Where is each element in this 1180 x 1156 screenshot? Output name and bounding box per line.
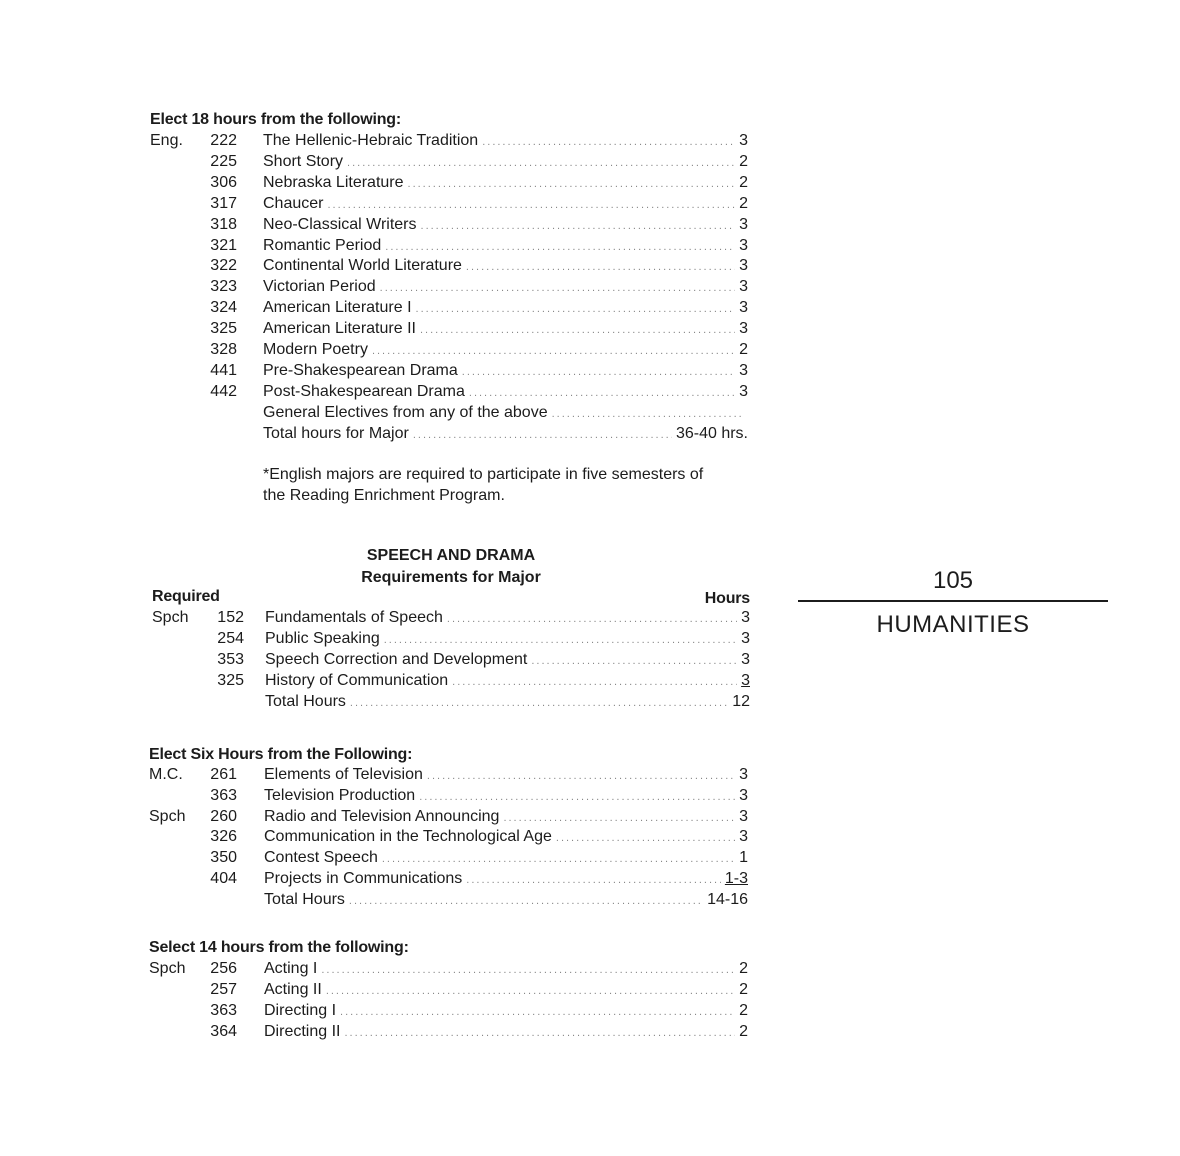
course-number: 363 <box>210 786 237 804</box>
course-row <box>150 172 748 193</box>
course-title: Short Story <box>263 152 344 170</box>
course-hours: 3 <box>739 132 748 149</box>
dot-leader <box>321 960 735 981</box>
course-hours: 36-40 hrs. <box>675 424 748 442</box>
course-number: 326 <box>210 828 237 846</box>
dot-leader <box>350 693 728 714</box>
course-title: Victorian Period <box>263 278 376 296</box>
dot-leader <box>413 425 672 446</box>
course-title-cell <box>265 670 750 693</box>
course-row <box>150 235 748 256</box>
course-row <box>150 130 748 151</box>
course-row <box>150 402 748 423</box>
dot-leader <box>552 404 744 425</box>
course-row <box>150 255 748 276</box>
course-number: 318 <box>210 215 237 233</box>
course-hours: 3 <box>741 629 750 647</box>
course-row <box>150 276 748 297</box>
dot-leader <box>531 651 737 672</box>
course-row <box>149 958 748 979</box>
course-title-cell <box>263 255 748 278</box>
course-hours: 2 <box>739 194 748 212</box>
course-number: 404 <box>210 870 237 887</box>
course-title-cell <box>263 402 748 425</box>
course-hours: 12 <box>732 692 750 710</box>
course-title: Speech Correction and Development <box>265 650 528 668</box>
required-label: Required <box>152 588 220 605</box>
course-number: 364 <box>210 1023 237 1040</box>
course-title: Projects in Communications <box>264 870 463 887</box>
course-hours: 3 <box>739 382 748 400</box>
course-row <box>149 979 748 1000</box>
course-row <box>150 381 748 402</box>
course-title-cell <box>263 339 748 362</box>
course-hours: 2 <box>739 1023 748 1040</box>
course-title: Elements of Television <box>264 766 423 783</box>
course-row <box>149 1021 748 1042</box>
english-note-line-1: *English majors are required to participate in five semesters of <box>263 466 704 483</box>
elect-six-heading: Elect Six Hours from the Following: <box>149 746 413 763</box>
course-hours: 3 <box>739 320 748 338</box>
course-number: 225 <box>210 152 237 170</box>
dot-leader <box>408 174 736 195</box>
dot-leader <box>420 320 735 341</box>
course-row <box>150 151 748 172</box>
course-title: Romantic Period <box>263 236 382 254</box>
dot-leader <box>385 237 735 258</box>
course-row <box>149 847 748 868</box>
select-14-heading: Select 14 hours from the following: <box>149 939 409 956</box>
course-hours: 3 <box>739 215 748 233</box>
english-elect-heading: Elect 18 hours from the following: <box>150 111 401 128</box>
dot-leader <box>452 672 737 693</box>
course-hours: 3 <box>741 609 750 626</box>
course-number: 442 <box>210 382 237 400</box>
course-title-cell <box>264 806 748 829</box>
course-title: American Literature II <box>263 320 416 338</box>
course-row <box>150 423 748 444</box>
course-row <box>149 1000 748 1021</box>
course-title: Pre-Shakespearean Drama <box>263 361 458 379</box>
course-row <box>150 318 748 339</box>
course-row <box>150 360 748 381</box>
section-label: HUMANITIES <box>876 611 1030 638</box>
course-title-cell <box>264 868 748 891</box>
course-row <box>149 764 748 785</box>
course-hours: 1-3 <box>724 870 748 887</box>
course-number: 257 <box>210 981 237 998</box>
department-code: Spch <box>149 807 186 825</box>
course-title-cell <box>263 172 748 195</box>
course-title-cell <box>263 360 748 383</box>
english-note-line-2: the Reading Enrichment Program. <box>263 487 505 504</box>
course-title: Acting II <box>264 981 322 998</box>
course-hours: 3 <box>739 766 748 783</box>
course-row <box>149 806 748 827</box>
course-title-cell <box>263 318 748 341</box>
course-number: 152 <box>217 609 244 626</box>
course-hours: 2 <box>739 981 748 998</box>
course-title: Nebraska Literature <box>263 173 404 191</box>
course-number: 254 <box>217 629 244 647</box>
dot-leader <box>349 891 703 912</box>
course-number: 441 <box>210 361 237 379</box>
course-row <box>149 889 748 910</box>
course-number: 260 <box>210 807 237 825</box>
course-row <box>152 628 750 649</box>
course-title-cell <box>263 235 748 258</box>
course-title-cell <box>263 151 748 174</box>
course-title: Total Hours <box>265 692 346 710</box>
dot-leader <box>384 630 737 651</box>
course-hours: 3 <box>739 278 748 296</box>
course-hours: 3 <box>739 786 748 804</box>
dot-leader <box>469 383 735 404</box>
course-hours: 2 <box>739 341 748 358</box>
course-title-cell <box>263 381 748 404</box>
course-number: 325 <box>217 671 244 689</box>
course-title: The Hellenic-Hebraic Tradition <box>263 132 479 149</box>
course-title: American Literature I <box>263 299 412 317</box>
course-hours: 3 <box>739 807 748 825</box>
dot-leader <box>340 1002 735 1023</box>
course-title: Total Hours <box>264 890 345 908</box>
course-title: Neo-Classical Writers <box>263 215 417 233</box>
dot-leader <box>372 341 735 362</box>
course-hours: 2 <box>739 152 748 170</box>
dot-leader <box>462 362 735 383</box>
dot-leader <box>344 1023 735 1044</box>
course-title-cell <box>263 130 748 153</box>
course-title-cell <box>264 958 748 981</box>
course-title: Chaucer <box>263 194 324 212</box>
course-hours: 3 <box>739 828 748 846</box>
dot-leader <box>466 257 735 278</box>
course-title: Total hours for Major <box>263 424 409 442</box>
course-title: Directing I <box>264 1002 337 1019</box>
course-row <box>149 785 748 806</box>
course-title: Continental World Literature <box>263 257 462 275</box>
course-hours: 3 <box>741 650 750 668</box>
course-row <box>150 297 748 318</box>
sidebar-divider <box>798 600 1108 602</box>
dot-leader <box>482 132 735 153</box>
course-title-cell <box>263 193 748 216</box>
course-title: Radio and Television Announcing <box>264 807 500 825</box>
course-number: 328 <box>210 341 237 358</box>
course-number: 325 <box>210 320 237 338</box>
department-code: Eng. <box>150 132 183 149</box>
course-title-cell <box>264 1000 748 1023</box>
course-number: 321 <box>210 236 237 254</box>
course-hours: 2 <box>739 1002 748 1019</box>
dot-leader <box>347 153 735 174</box>
course-title-cell <box>263 297 748 320</box>
course-title: Directing II <box>264 1023 341 1040</box>
course-row <box>152 691 750 712</box>
department-code: Spch <box>152 609 189 626</box>
course-title-cell <box>263 214 748 237</box>
course-row <box>149 868 748 889</box>
course-row <box>150 214 748 235</box>
course-title: Fundamentals of Speech <box>265 609 443 626</box>
course-title-cell <box>264 847 748 870</box>
course-number: 306 <box>210 173 237 191</box>
course-title-cell <box>265 691 750 714</box>
dot-leader <box>326 981 735 1002</box>
course-title-cell <box>264 785 748 808</box>
course-title-cell <box>264 889 748 912</box>
course-title-cell <box>265 607 750 630</box>
course-row <box>152 649 750 670</box>
course-title: Post-Shakespearean Drama <box>263 382 465 400</box>
hours-column-label: Hours <box>704 590 750 607</box>
course-row <box>152 670 750 691</box>
dot-leader <box>421 216 736 237</box>
course-title: Acting I <box>264 960 318 977</box>
course-title: General Electives from any of the above <box>263 403 548 421</box>
course-number: 222 <box>210 132 237 149</box>
course-title: Contest Speech <box>264 849 378 867</box>
course-title-cell <box>264 1021 748 1044</box>
course-title: Modern Poetry <box>263 341 368 358</box>
speech-section-title: SPEECH AND DRAMA <box>366 547 536 564</box>
course-title-cell <box>263 276 748 299</box>
course-title-cell <box>264 764 748 787</box>
course-number: 323 <box>210 278 237 296</box>
course-hours: 2 <box>739 960 748 977</box>
course-title: Public Speaking <box>265 629 380 647</box>
dot-leader <box>416 299 736 320</box>
course-title: Television Production <box>264 786 416 804</box>
course-number: 261 <box>210 766 237 783</box>
course-hours: 3 <box>739 299 748 317</box>
course-number: 256 <box>210 960 237 977</box>
course-row <box>149 826 748 847</box>
course-number: 353 <box>217 650 244 668</box>
department-code: M.C. <box>149 766 183 783</box>
course-hours: 14-16 <box>707 890 748 908</box>
department-code: Spch <box>149 960 186 977</box>
course-row <box>150 339 748 360</box>
course-title-cell <box>264 826 748 849</box>
speech-section-subtitle: Requirements for Major <box>361 569 541 586</box>
course-title-cell <box>263 423 748 446</box>
course-hours: 3 <box>741 671 750 689</box>
course-number: 363 <box>210 1002 237 1019</box>
course-title: Communication in the Technological Age <box>264 828 552 846</box>
course-title: History of Communication <box>265 671 449 689</box>
course-hours: 2 <box>739 173 748 191</box>
course-number: 322 <box>210 257 237 275</box>
course-hours: 3 <box>739 361 748 379</box>
dot-leader <box>380 278 735 299</box>
course-title-cell <box>264 979 748 1002</box>
course-hours: 3 <box>739 236 748 254</box>
course-number: 350 <box>210 849 237 867</box>
page-number: 105 <box>932 567 974 594</box>
course-hours: 1 <box>739 849 748 867</box>
course-number: 317 <box>210 194 237 212</box>
dot-leader <box>327 195 735 216</box>
course-row <box>150 193 748 214</box>
course-hours: 3 <box>739 257 748 275</box>
course-number: 324 <box>210 299 237 317</box>
course-row <box>152 607 750 628</box>
course-title-cell <box>265 649 750 672</box>
course-title-cell <box>265 628 750 651</box>
dot-leader <box>447 609 737 630</box>
